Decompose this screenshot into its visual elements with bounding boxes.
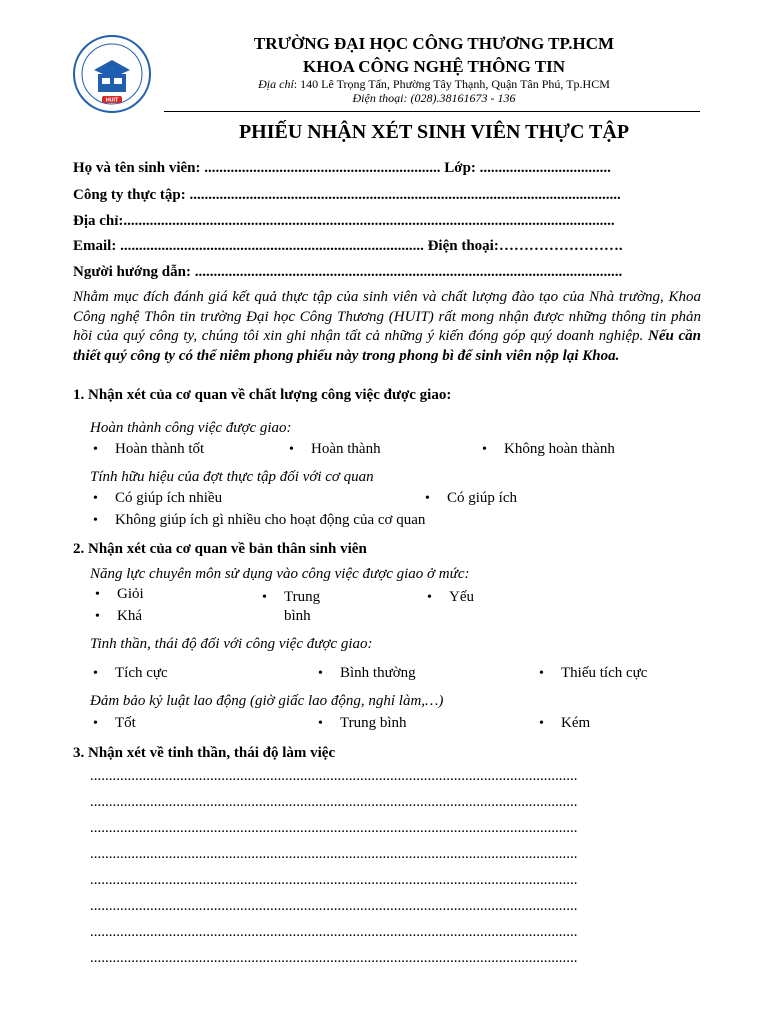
phone-line: Điện thoại: (028).38161673 - 136: [352, 91, 516, 105]
section1-q2: Tính hữu hiệu của đợt thực tập đối với cơ quan: [90, 469, 374, 485]
intro-paragraph: [73, 288, 701, 366]
option-hoan-thanh-tot[interactable]: [93, 441, 204, 458]
bullet-icon: •: [95, 609, 100, 624]
logo-text: HUIT: [105, 97, 119, 104]
section2-q2: Tinh thần, thái độ đối với công việc được giao:: [90, 636, 373, 652]
bullet-icon: •: [93, 716, 98, 731]
option-label: Thiếu tích cực: [561, 665, 648, 681]
option-kem[interactable]: [539, 715, 590, 732]
faculty-name: KHOA CÔNG NGHỆ THÔNG TIN: [303, 57, 565, 76]
header-divider: [164, 111, 700, 112]
option-label: Không hoàn thành: [504, 441, 615, 457]
bullet-icon: •: [93, 666, 98, 681]
bullet-icon: •: [93, 491, 98, 506]
option-binh-thuong[interactable]: [318, 665, 416, 682]
option-label: Bình thường: [340, 665, 416, 681]
bullet-icon: •: [93, 442, 98, 457]
bullet-icon: •: [318, 716, 323, 731]
student-name-field[interactable]: Họ và tên sinh viên: ............................................................... Lớp: ...................................: [73, 160, 611, 176]
option-label: Không giúp ích gì nhiều cho hoạt động của cơ quan: [115, 512, 426, 528]
email-phone-field[interactable]: Email: ................................................................................. Điện thoại:…………………….: [73, 238, 623, 254]
address-value: : 140 Lê Trọng Tấn, Phường Tây Thạnh, Quận Tân Phú, Tp.HCM: [293, 77, 610, 91]
comment-line[interactable]: ..................................................................................................................................: [90, 950, 578, 966]
option-label: Có giúp ích nhiều: [115, 490, 223, 506]
section2-q3: Đảm bảo kỷ luật lao động (giờ giấc lao động, nghỉ làm,…): [90, 693, 444, 709]
address-line: [0, 77, 768, 92]
option-label: Hoàn thành: [311, 441, 381, 457]
option-co-giup-ich-nhieu[interactable]: [93, 490, 222, 507]
option-label: Tích cực: [115, 665, 168, 681]
bullet-icon: •: [427, 590, 432, 605]
comment-line[interactable]: ..................................................................................................................................: [90, 872, 578, 888]
option-label: Giỏi: [117, 586, 144, 602]
comment-line[interactable]: ..................................................................................................................................: [90, 794, 578, 810]
bullet-icon: •: [539, 666, 544, 681]
bullet-icon: •: [482, 442, 487, 457]
comment-line[interactable]: ..................................................................................................................................: [90, 846, 578, 862]
option-trung-binh-wrap: bình: [284, 608, 311, 624]
option-label: Trung: [284, 589, 321, 605]
address-field[interactable]: Địa chỉ:...................................................................................................................................: [73, 213, 615, 229]
address-label: Địa chỉ: [258, 77, 294, 91]
section1-q1: Hoàn thành công việc được giao:: [90, 420, 292, 436]
company-field[interactable]: Công ty thực tập: ...................................................................................................................: [73, 187, 621, 203]
section2-q1: Năng lực chuyên môn sử dụng vào công việc được giao ở mức:: [90, 566, 470, 582]
option-hoan-thanh[interactable]: [289, 441, 381, 458]
option-label: Kém: [561, 715, 591, 731]
option-tich-cuc[interactable]: [93, 665, 168, 682]
option-label: Yếu: [449, 589, 474, 605]
option-label: Tốt: [115, 715, 136, 731]
bullet-icon: •: [318, 666, 323, 681]
section1-heading: 1. Nhận xét của cơ quan về chất lượng công việc được giao:: [73, 387, 452, 403]
section2-heading: 2. Nhận xét của cơ quan về bản thân sinh viên: [73, 541, 367, 557]
bullet-icon: •: [95, 587, 100, 602]
option-trung-binh-kl[interactable]: [318, 715, 407, 732]
form-title: PHIẾU NHẬN XÉT SINH VIÊN THỰC TẬP: [238, 121, 630, 143]
option-trung-binh[interactable]: [262, 589, 320, 606]
comment-line[interactable]: ..................................................................................................................................: [90, 820, 578, 836]
bullet-icon: •: [425, 491, 430, 506]
comment-line[interactable]: ..................................................................................................................................: [90, 924, 578, 940]
option-kha[interactable]: [95, 608, 142, 625]
option-label: Trung bình: [340, 715, 407, 731]
comment-line[interactable]: ..................................................................................................................................: [90, 768, 578, 784]
option-label: Khá: [117, 608, 142, 624]
supervisor-field[interactable]: Người hướng dẫn: ..................................................................................................................: [73, 264, 623, 280]
university-name: TRƯỜNG ĐẠI HỌC CÔNG THƯƠNG TP.HCM: [253, 34, 615, 53]
bullet-icon: •: [289, 442, 294, 457]
option-co-giup-ich[interactable]: [425, 490, 517, 507]
option-thieu-tich-cuc[interactable]: [539, 665, 647, 682]
bullet-icon: •: [262, 590, 267, 605]
bullet-icon: •: [539, 716, 544, 731]
comment-line[interactable]: ..................................................................................................................................: [90, 898, 578, 914]
bullet-icon: •: [93, 513, 98, 528]
option-yeu[interactable]: [427, 589, 474, 606]
option-khong-hoan-thanh[interactable]: [482, 441, 615, 458]
option-gioi[interactable]: [95, 586, 144, 603]
section3-heading: 3. Nhận xét về tinh thần, thái độ làm việc: [73, 745, 336, 761]
option-label: Hoàn thành tốt: [115, 441, 205, 457]
intro-text: Nhằm mục đích đánh giá kết quả thực tập của sinh viên và chất lượng đào tạo của Nhà trường, Khoa Công nghệ Thôn tin trường Đại học Công Thương (HUIT) rất mong nhận được những thông tin phản hồi của quý công ty, chúng tôi xin ghi nhận tất cả những ý kiến đóng góp quý doanh nghiệp.: [73, 289, 701, 344]
intro-bold: Nếu cần thiết quý công ty có thể niêm phong phiếu này trong phong bì để sinh viên nộp lại Khoa.: [73, 328, 701, 364]
option-khong-giup-ich[interactable]: [93, 512, 425, 529]
option-label: Có giúp ích: [447, 490, 517, 506]
option-tot[interactable]: [93, 715, 136, 732]
